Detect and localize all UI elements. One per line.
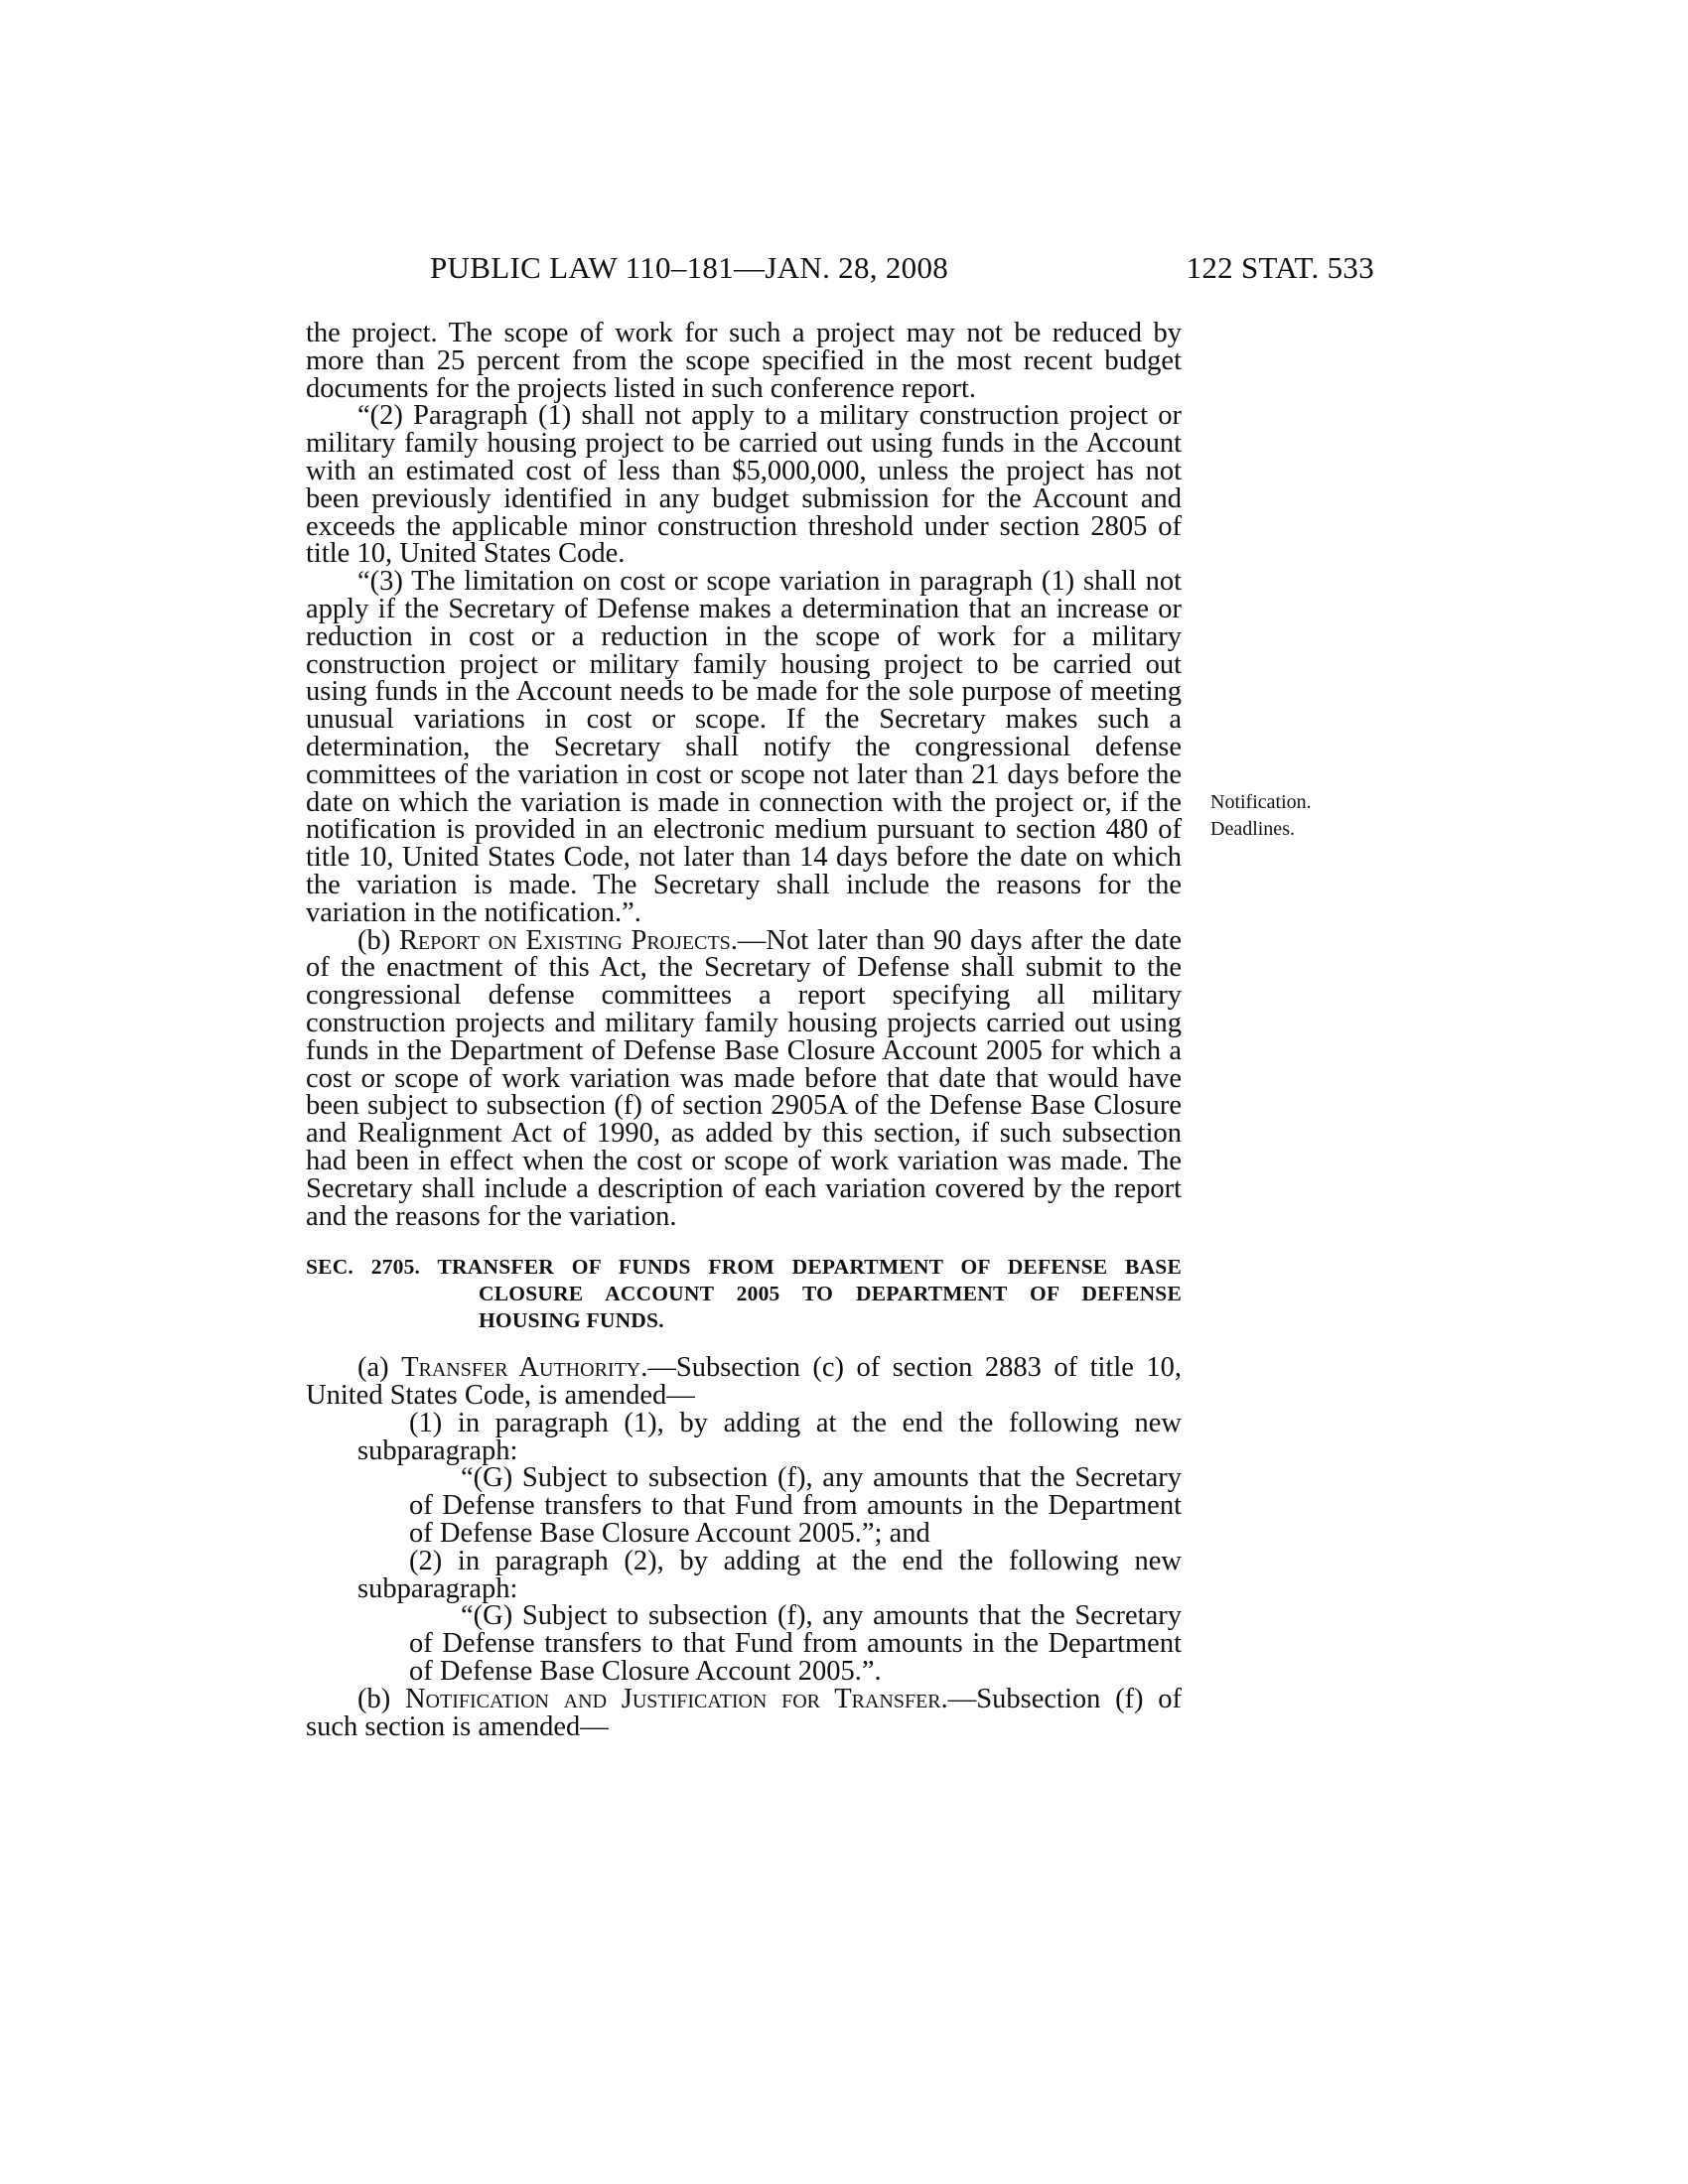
- subsection-text: —Subsection (f) of such section is amended—: [306, 1683, 1183, 1742]
- paragraph-a2: (2) in paragraph (2), by adding at the end the following new subparagraph:: [357, 1545, 1182, 1604]
- subsection-label: (b): [357, 1683, 405, 1714]
- page-number: 122 STAT. 533: [1186, 250, 1374, 285]
- paragraph-a1-g: “(G) Subject to subsection (f), any amounts that the Secretary of Defense transfers to that Fund from amounts in the Department of Defense Base Closure Account 2005.”; and: [409, 1462, 1182, 1550]
- paragraph-a2-g: “(G) Subject to subsection (f), any amounts that the Secretary of Defense transfers to that Fund from amounts in the Department of Defense Base Closure Account 2005.”.: [409, 1600, 1182, 1688]
- subsection-text: —Subsection (c) of section 2883 of title 10, United States Code, is amended—: [306, 1352, 1182, 1412]
- margin-note-deadlines: Deadlines.: [1210, 818, 1295, 840]
- subsection-b-report: [306, 924, 1183, 1232]
- margin-note-notification: Notification.: [1210, 791, 1312, 813]
- document-body: [306, 320, 1182, 1740]
- subsection-a-transfer: [306, 1354, 1182, 1410]
- subsection-heading: Notification and Justification for Transfer.: [404, 1683, 948, 1714]
- subsection-text: —Not later than 90 days after the date of the enactment of this Act, the Secretary of Defense shall submit to the congressional defense committees a report specifying all military construction projects and military family housing projects carried out using funds in the Department of Defense Base Closure Account 2005 for which a cost or scope of work variation was made before that date that would have been subject to subsection (f) of section 2905A of the Defense Base Closure and Realignment Act of 1990, as added by this section, if such subsection had been in effect when the cost or scope of work variation was made. The Secretary shall include a description of each variation covered by the report and the reasons for the variation.: [306, 924, 1183, 1232]
- paragraph-a1: (1) in paragraph (1), by adding at the end the following new subparagraph:: [357, 1407, 1182, 1466]
- margin-note: [1210, 789, 1312, 843]
- subsection-heading: Transfer Authority.: [401, 1352, 648, 1384]
- subsection-label: (a): [357, 1352, 402, 1384]
- paragraph-continuation: the project. The scope of work for such a project may not be reduced by more than 25 percent from the scope specified in the most recent budget documents for the projects listed in such conference report.: [306, 318, 1182, 404]
- running-header-title: PUBLIC LAW 110–181—JAN. 28, 2008: [430, 250, 949, 285]
- subsection-b-notification: [306, 1683, 1183, 1742]
- section-heading: SEC. 2705. TRANSFER OF FUNDS FROM DEPARTMENT OF DEFENSE BASE CLOSURE ACCOUNT 2005 TO DEPARTMENT OF DEFENSE HOUSING FUNDS.: [306, 1255, 1182, 1333]
- subsection-label: (b): [357, 924, 399, 956]
- paragraph-3: “(3) The limitation on cost or scope variation in paragraph (1) shall not apply if the Secretary of Defense makes a determination that an increase or reduction in cost or a reduction in the scope of work for a military construction project or military family housing project to be carried out using funds in the Account needs to be made for the sole purpose of meeting unusual variations in cost or scope. If the Secretary makes such a determination, the Secretary shall notify the congressional defense committees of the variation in cost or scope not later than 21 days before the date on which the variation is made in connection with the project or, if the notification is provided in an electronic medium pursuant to section 480 of title 10, United States Code, not later than 14 days before the date on which the variation is made. The Secretary shall include the reasons for the variation in the notification.”.: [306, 566, 1182, 928]
- paragraph-2: “(2) Paragraph (1) shall not apply to a military construction project or military family housing project to be carried out using funds in the Account with an estimated cost of less than $5,000,000, unless the project has not been previously identified in any budget submission for the Account and exceeds the applicable minor construction threshold under section 2805 of title 10, United States Code.: [306, 400, 1182, 570]
- subsection-heading: Report on Existing Projects.: [398, 924, 738, 956]
